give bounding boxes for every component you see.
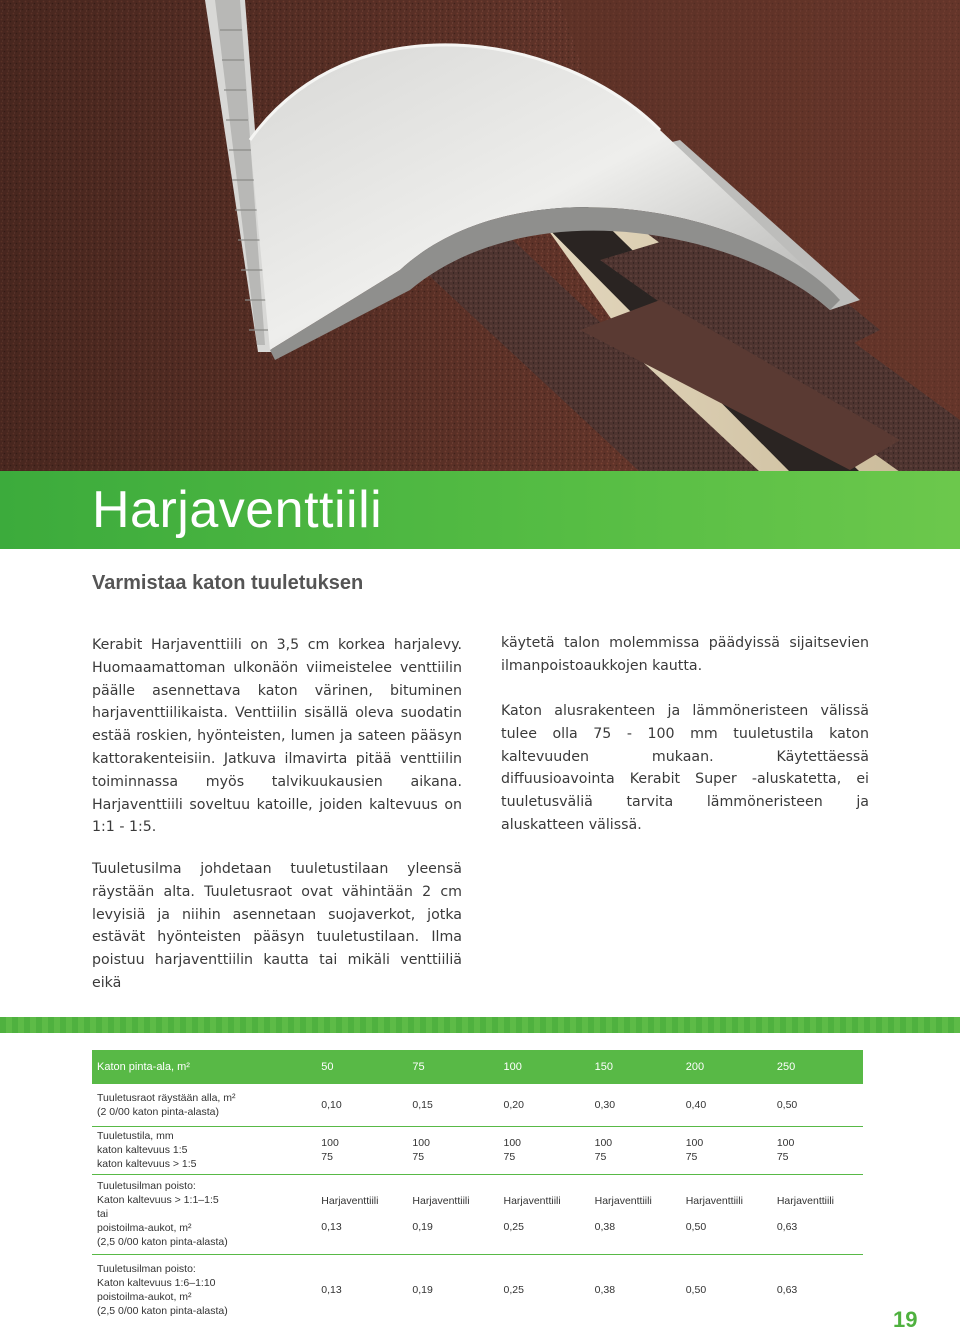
table-cell-value: 75 bbox=[503, 1151, 516, 1163]
table-row-label-line: katon kaltevuus > 1:5 bbox=[97, 1158, 197, 1170]
table-cell bbox=[407, 1174, 498, 1254]
table-cell-value: 0,13 bbox=[321, 1221, 342, 1233]
table-cell-value: 0,13 bbox=[321, 1284, 342, 1297]
table-cell-value: 0,30 bbox=[594, 1098, 616, 1111]
table-row-label bbox=[92, 1084, 316, 1126]
table-cell bbox=[316, 1084, 407, 1126]
table-row-label-line: Tuuletustila, mm bbox=[97, 1130, 174, 1142]
table-row-label-line: Tuuletusilman poisto: bbox=[97, 1180, 196, 1192]
table-cell bbox=[681, 1084, 772, 1126]
table-header-cell: 100 bbox=[499, 1050, 590, 1084]
table-cell-value: 0,10 bbox=[321, 1098, 342, 1111]
table-header-row bbox=[92, 1050, 863, 1084]
table-cell-value: 0,20 bbox=[503, 1098, 524, 1111]
table-row-label-line: poistoilma-aukot, m² bbox=[97, 1291, 192, 1304]
table-header-cell: 75 bbox=[407, 1050, 498, 1084]
table-cell bbox=[681, 1254, 772, 1326]
table-row-label-line: poistoilma-aukot, m² bbox=[97, 1222, 192, 1234]
table-cell-value: 100 bbox=[321, 1137, 339, 1149]
table-row-label-line: katon kaltevuus 1:5 bbox=[97, 1144, 188, 1156]
table-cell-value: 100 bbox=[685, 1137, 704, 1149]
table-cell-value: 75 bbox=[321, 1151, 333, 1163]
table-cell-value: 0,40 bbox=[685, 1098, 707, 1111]
table-cell bbox=[499, 1084, 590, 1126]
table-row-label bbox=[92, 1126, 316, 1174]
table-row-label bbox=[92, 1174, 316, 1254]
table-cell-value: 75 bbox=[685, 1151, 698, 1163]
table-row-label bbox=[92, 1254, 316, 1326]
table-cell bbox=[407, 1254, 498, 1326]
table-row-label-line: tai bbox=[97, 1208, 109, 1220]
table-cell-value: 100 bbox=[594, 1137, 613, 1149]
table-cell-value: 0,38 bbox=[594, 1284, 616, 1297]
table-cell bbox=[590, 1126, 681, 1174]
table-cell-value: 100 bbox=[776, 1137, 795, 1149]
table-row-label-line: Katon kaltevuus 1:6–1:10 bbox=[97, 1277, 216, 1290]
table-row-label-line: Katon kaltevuus > 1:1–1:5 bbox=[97, 1194, 219, 1206]
table-cell bbox=[772, 1254, 863, 1326]
page-number: 19 bbox=[893, 1307, 918, 1332]
table-header-cell: 150 bbox=[590, 1050, 681, 1084]
table-cell bbox=[407, 1126, 498, 1174]
table-cell-value: Harjaventtiili bbox=[503, 1195, 561, 1207]
table-cell bbox=[772, 1126, 863, 1174]
table-row bbox=[92, 1126, 863, 1174]
table-cell-value: 75 bbox=[776, 1151, 789, 1163]
table-cell bbox=[316, 1254, 407, 1326]
table-header-label: Katon pinta-ala, m² bbox=[92, 1050, 316, 1084]
table-cell bbox=[590, 1254, 681, 1326]
table-cell-value: Harjaventtiili bbox=[776, 1195, 835, 1207]
table-cell bbox=[772, 1084, 863, 1126]
table-cell-value: 0,63 bbox=[776, 1284, 798, 1297]
table-row-label-line: (2,5 0/00 katon pinta-alasta) bbox=[97, 1305, 228, 1318]
body-paragraph-2: Tuuletusilma johdetaan tuuletustilaan yleensä räystään alta. Tuuletusraot ovat vähintään 2 cm levyisiä ja niihin asennetaan suojaverkot, jotka estävät hyönteisten pääsyn tuuletustilaan. Ilma poistuu harjaventtiilin kautta tai mikäli venttiiliä eikä bbox=[92, 861, 462, 991]
table-cell bbox=[681, 1174, 772, 1254]
table-header-cell: 250 bbox=[772, 1050, 863, 1084]
table-row-label-line: Tuuletusilman poisto: bbox=[97, 1263, 196, 1276]
table-cell bbox=[499, 1126, 590, 1174]
hero-image bbox=[0, 0, 960, 472]
table-cell bbox=[407, 1084, 498, 1126]
table-row bbox=[92, 1084, 863, 1126]
table-cell bbox=[316, 1174, 407, 1254]
table-cell bbox=[590, 1084, 681, 1126]
table-cell-value: Harjaventtiili bbox=[594, 1195, 652, 1207]
table-cell-value: 0,19 bbox=[412, 1284, 433, 1297]
table-cell-value: 0,25 bbox=[503, 1221, 524, 1233]
ridge-vent-illustration bbox=[0, 0, 960, 472]
page-title: Harjaventtiili bbox=[92, 481, 383, 539]
table-cell-value: 0,50 bbox=[685, 1221, 707, 1233]
table-cell bbox=[499, 1254, 590, 1326]
ventilation-table bbox=[92, 1050, 863, 1326]
table-body bbox=[92, 1084, 863, 1326]
table-cell bbox=[681, 1126, 772, 1174]
body-paragraph-4: Katon alusrakenteen ja lämmöneristeen välissä tulee olla 75 - 100 mm tuuletustila katon kaltevuuden mukaan. Käytettäessä diffuusioavointa Kerabit Super -aluskatetta, ei tuuletusväliä tarvita lämmöneristeen ja aluskatteen välissä. bbox=[501, 703, 869, 833]
table-row-label-line: (2,5 0/00 katon pinta-alasta) bbox=[97, 1236, 228, 1248]
table-cell-value: 100 bbox=[503, 1137, 522, 1149]
body-paragraph-3: käytetä talon molemmissa päädyissä sijaitsevien ilmanpoistoaukkojen kautta. bbox=[501, 635, 869, 674]
table-header-cell: 200 bbox=[681, 1050, 772, 1084]
table-cell bbox=[499, 1174, 590, 1254]
table-cell-value: 0,38 bbox=[594, 1221, 616, 1233]
table-cell bbox=[772, 1174, 863, 1254]
table-row bbox=[92, 1254, 863, 1326]
table-cell-value: Harjaventtiili bbox=[685, 1195, 743, 1207]
green-divider-stripe bbox=[0, 1017, 960, 1033]
table-cell-value: 0,15 bbox=[412, 1098, 433, 1111]
table-cell bbox=[590, 1174, 681, 1254]
table-cell-value: 75 bbox=[412, 1151, 425, 1163]
table-cell-value: 0,50 bbox=[685, 1284, 707, 1297]
table-cell bbox=[316, 1126, 407, 1174]
table-cell-value: 0,50 bbox=[776, 1098, 798, 1111]
table-row-label-line: (2 0/00 katon pinta-alasta) bbox=[97, 1105, 219, 1118]
table-row bbox=[92, 1174, 863, 1254]
table-row-label-line: Tuuletusraot räystään alla, m² bbox=[97, 1091, 236, 1104]
table-cell-value: 0,63 bbox=[776, 1221, 798, 1233]
table-cell-value: 0,25 bbox=[503, 1284, 524, 1297]
table-cell-value: 100 bbox=[412, 1137, 430, 1149]
page-subtitle: Varmistaa katon tuuletuksen bbox=[92, 572, 364, 594]
table-cell-value: Harjaventtiili bbox=[412, 1195, 470, 1207]
table-cell-value: Harjaventtiili bbox=[321, 1195, 379, 1207]
table-cell-value: 75 bbox=[594, 1151, 607, 1163]
body-paragraph-1: Kerabit Harjaventtiili on 3,5 cm korkea harjalevy. Huomaamattoman ulkonäön viimeistelee venttiilin päälle asennettava katon värinen, bituminen harjaventtiilikaista. Venttiilin sisällä oleva suodatin estää roskien, hyönteisten, lumen ja sateen pääsyn kattorakenteisiin. Jatkuva ilmavirta pitää venttiilin toiminnassa myös talvikuukausien aikana. Harjaventtiili soveltuu katoille, joiden kaltevuus on 1:1 - 1:5. bbox=[92, 637, 462, 836]
table-header-cell: 50 bbox=[316, 1050, 407, 1084]
table-cell-value: 0,19 bbox=[412, 1221, 433, 1233]
